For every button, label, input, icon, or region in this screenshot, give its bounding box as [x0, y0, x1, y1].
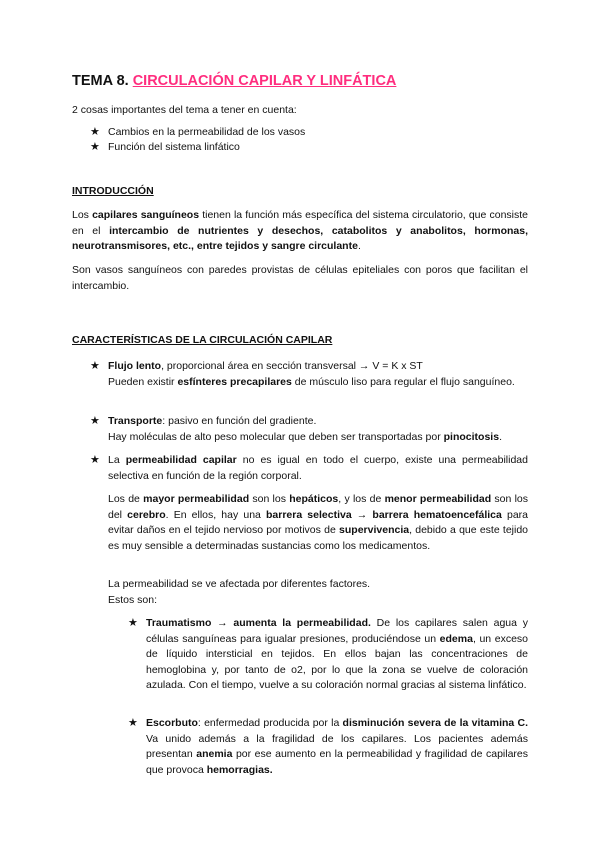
- bullet-permeabilidad: La permeabilidad capilar no es igual en todo el cuerpo, existe una permeabilidad selectiva en función de la región corporal.: [108, 454, 528, 482]
- intro-bullet: Función del sistema linfático: [108, 141, 240, 153]
- page-title: [72, 73, 396, 89]
- section-heading-caracteristicas: CARACTERÍSTICAS DE LA CIRCULACIÓN CAPILAR: [72, 334, 333, 346]
- permeabilidad-detail: Los de mayor permeabilidad son los hepáticos, y los de menor permeabilidad son los del cerebro. En ellos, hay una barrera selectiva → barrera hematoencefálica para evitar daños en el tejido nervioso por motivos de supervivencia, debido a que este tejido es muy sensible a determinadas sustancias como los medicamentos.: [108, 493, 529, 552]
- bullet-transporte: Transporte: pasivo en función del gradiente. Hay moléculas de alto peso molecular que deben ser transportadas por pinocitosis.: [108, 415, 502, 443]
- factor-traumatismo: Traumatismo → aumenta la permeabilidad. De los capilares salen agua y células sanguíneas para igualar presiones, produciéndose un edema, un exceso de líquido intersticial en tejidos. En ellos bajan las concentraciones de hemoglobina y, por tanto de o2, por lo que la zona se vuelve de coloración azulada. Con el tiempo, vuelve a su coloración normal gracias al sistema linfático.: [146, 617, 529, 691]
- star-icon: ★: [128, 617, 138, 629]
- star-icon: ★: [90, 126, 100, 138]
- star-icon: ★: [128, 717, 138, 729]
- title-name: CIRCULACIÓN CAPILAR Y LINFÁTICA: [132, 73, 397, 89]
- star-icon: ★: [90, 141, 100, 153]
- factores-intro: La permeabilidad se ve afectada por diferentes factores. Estos son:: [108, 578, 371, 606]
- intro-bullet: Cambios en la permeabilidad de los vasos: [108, 126, 306, 138]
- star-icon: ★: [90, 415, 100, 427]
- factor-escorbuto: Escorbuto: enfermedad producida por la disminución severa de la vitamina C. Va unido además a la fragilidad de los capilares. Los pacientes además presentan anemia por ese aumento en la permeabilidad y fragilidad de capilares que provoca hemorragias.: [146, 717, 528, 776]
- section-heading-introduccion: INTRODUCCIÓN: [72, 185, 154, 197]
- star-icon: ★: [90, 360, 100, 372]
- intro-paragraph: Los capilares sanguíneos tienen la función más específica del sistema circulatorio, que consiste en el intercambio de nutrientes y desechos, catabolitos y anabolitos, hormonas, neurotransmisores, etc., entre tejidos y sangre circulante.: [72, 209, 529, 252]
- star-icon: ★: [90, 454, 100, 466]
- bullet-flujo: Flujo lento, proporcional área en sección transversal → V = K x ST Pueden existir esfínteres precapilares de músculo liso para regular el flujo sanguíneo.: [108, 360, 515, 388]
- title-number: TEMA 8.: [72, 73, 129, 89]
- intro-note: 2 cosas importantes del tema a tener en cuenta:: [72, 104, 297, 116]
- intro-paragraph-2: Son vasos sanguíneos con paredes provistas de células epiteliales con poros que facilitan el intercambio.: [72, 264, 528, 292]
